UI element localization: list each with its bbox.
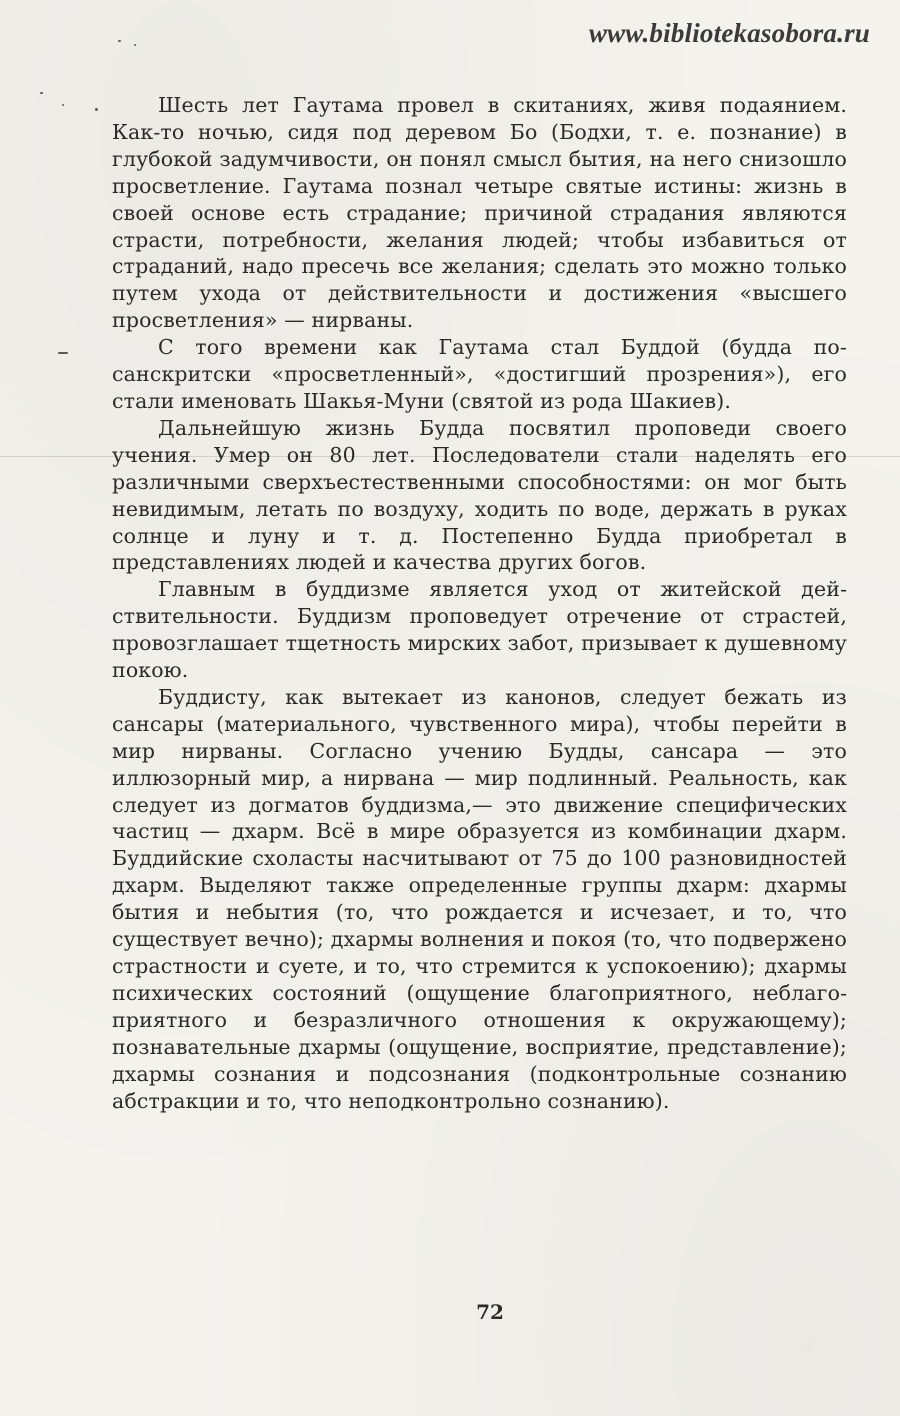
paragraph: Буддисту, как вытекает из канонов, следует бежать из сансары (материального, чувственного мира), чтобы перейти в мир нирваны. Согласно учению Будды, сансара — это иллюзорный мир, а нирвана — мир подлинный. Реальность, как следует из догматов буддизма,— это движение специфических частиц — дхарм. Всё в мире образуется из комбинации дхарм. Буддийские схоласты насчитывают от 75 до 100 разновидностей дхарм. Выделяют также определенные группы дхарм: дхармы бытия и небытия (то, что рождается и исчезает, и то, что существует вечно); дхармы волнения и покоя (то, что подвержено страстности и суете, и то, что стремится к успокоению); дхармы психических состояний (ощущение благоприятного, неблагоприятного и безразличного отношения к окружающему); познавательные дхармы (ощущение, восприятие, представление); дхармы сознания и подсознания (подконтрольные сознанию абстракции и то, что неподконтрольно сознанию). (112, 684, 847, 1113)
paragraph: Шесть лет Гаутама провел в скитаниях, живя подаянием. Как-то ночью, сидя под деревом Бо (Бодхи, т. е. познание) в глубокой задумчивости, он понял смысл бытия, на него снизошло просветление. Гаутама познал четыре святые истины: жизнь в своей основе есть страдание; причиной страдания являются страсти, потребности, желания людей; чтобы избавиться от страданий, надо пресечь все желания; сделать это можно только путем ухода от действительности и достижения «высшего просветления» — нирваны. (112, 93, 847, 333)
scan-speck (118, 40, 121, 42)
scan-speck (58, 352, 68, 354)
paragraph: Главным в буддизме является уход от житейской действительности. Буддизм проповедует отречение от страстей, провозглашает тщетность мирских забот, призывает к душевному покою. (112, 577, 847, 683)
page-number: 72 (476, 1300, 504, 1324)
body-text (112, 92, 847, 1114)
scan-speck (95, 108, 98, 111)
paragraph: Дальнейшую жизнь Будда посвятил проповеди своего учения. Умер он 80 лет. Последователи стали наделять его различными сверхъестественными способностями: он мог быть невидимым, летать по воздуху, ходить по воде, держать в руках солнце и луну и т. д. Постепенно Будда приобретал в представлениях людей и качества других богов. (112, 415, 847, 575)
watermark-url: www.bibliotekasobora.ru (588, 18, 870, 48)
scan-speck (40, 92, 43, 94)
scan-speck (62, 104, 64, 106)
paragraph: С того времени как Гаутама стал Буддой (будда по-санскритски «просветленный», «достигший прозрения»), его стали именовать Шакья-Муни (святой из рода Шакиев). (112, 335, 847, 413)
scan-speck (134, 44, 136, 46)
